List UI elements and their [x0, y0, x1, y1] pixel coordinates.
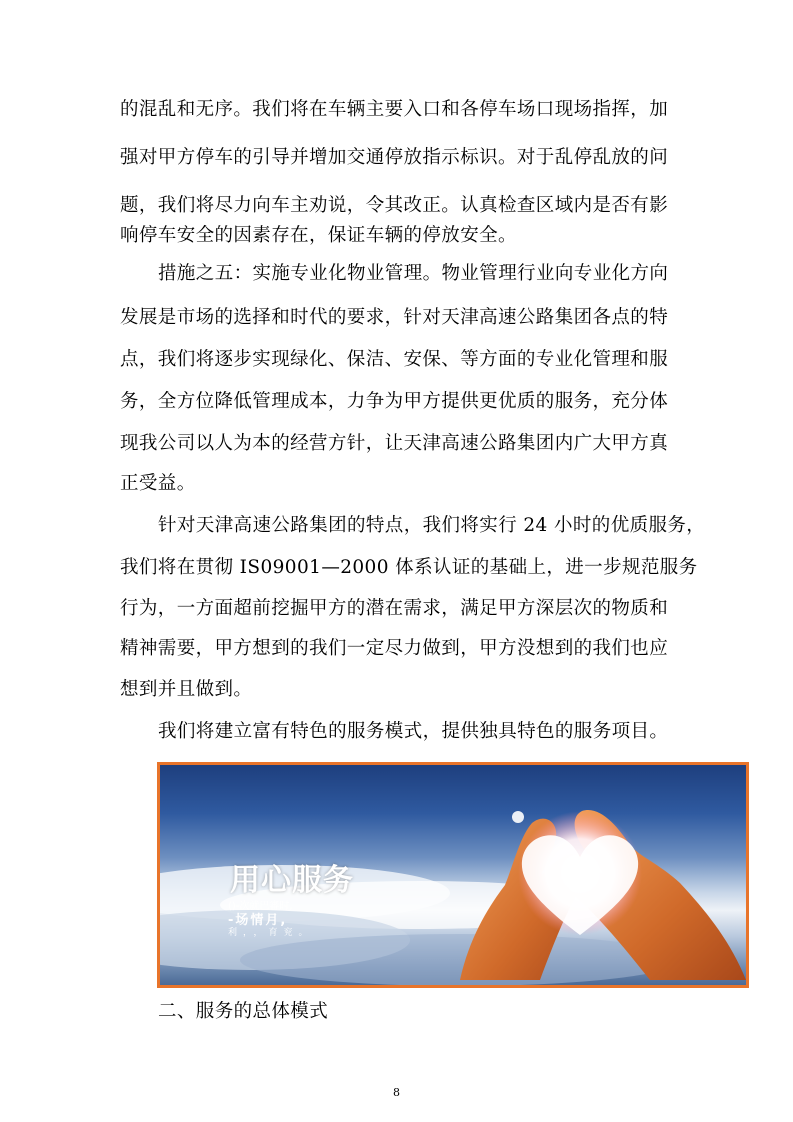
text-line: 行为，一方面超前挖掘甲方的潜在需求，满足甲方深层次的物质和 — [120, 598, 669, 619]
text-line: 的混乱和无序。我们将在车辆主要入口和各停车场口现场指挥，加 — [120, 99, 669, 120]
banner-subtitle-line: 利，，育兖。 — [228, 928, 314, 938]
text-line: 强对甲方停车的引导并增加交通停放指示标识。对于乱停乱放的问 — [120, 147, 669, 168]
section-heading: 二、服务的总体模式 — [158, 1001, 329, 1022]
text-line: 想到并且做到。 — [120, 679, 253, 700]
text-line: 针对天津高速公路集团的特点，我们将实行 24 小时的优质服务， — [158, 515, 706, 536]
text-line: 点，我们将逐步实现绿化、保洁、安保、等方面的专业化管理和服 — [120, 349, 669, 370]
text-line: 措施之五：实施专业化物业管理。物业管理行业向专业化方向 — [158, 263, 669, 284]
text-line: 发展是市场的选择和时代的要求，针对天津高速公路集团各点的特 — [120, 307, 669, 328]
text-line: 务，全方位降低管理成本，力争为甲方提供更优质的服务，充分体 — [120, 391, 669, 412]
text-line: 题，我们将尽力向车主劝说，令其改正。认真检查区域内是否有影 — [120, 195, 669, 216]
page-number: 8 — [393, 1086, 400, 1099]
service-banner-image — [157, 762, 749, 988]
banner-subtitle-line: ()-次就巴審时, — [228, 901, 293, 912]
text-line: 我们将在贯彻 IS09001—2000 体系认证的基础上，进一步规范服务 — [120, 557, 698, 578]
text-line: 正受益。 — [120, 473, 196, 494]
text-line: 现我公司以人为本的经营方针，让天津高速公路集团内广大甲方真 — [120, 433, 669, 454]
banner-subtitle-line: -场情月, — [228, 913, 288, 928]
banner-title: 用心服务 — [230, 863, 354, 898]
text-line: 响停车安全的因素存在，保证车辆的停放安全。 — [120, 225, 517, 246]
text-line: 精神需要，甲方想到的我们一定尽力做到，甲方没想到的我们也应 — [120, 638, 669, 659]
paragraph-4: 我们将建立富有特色的服务模式，提供独具特色的服务项目。 — [158, 721, 669, 742]
